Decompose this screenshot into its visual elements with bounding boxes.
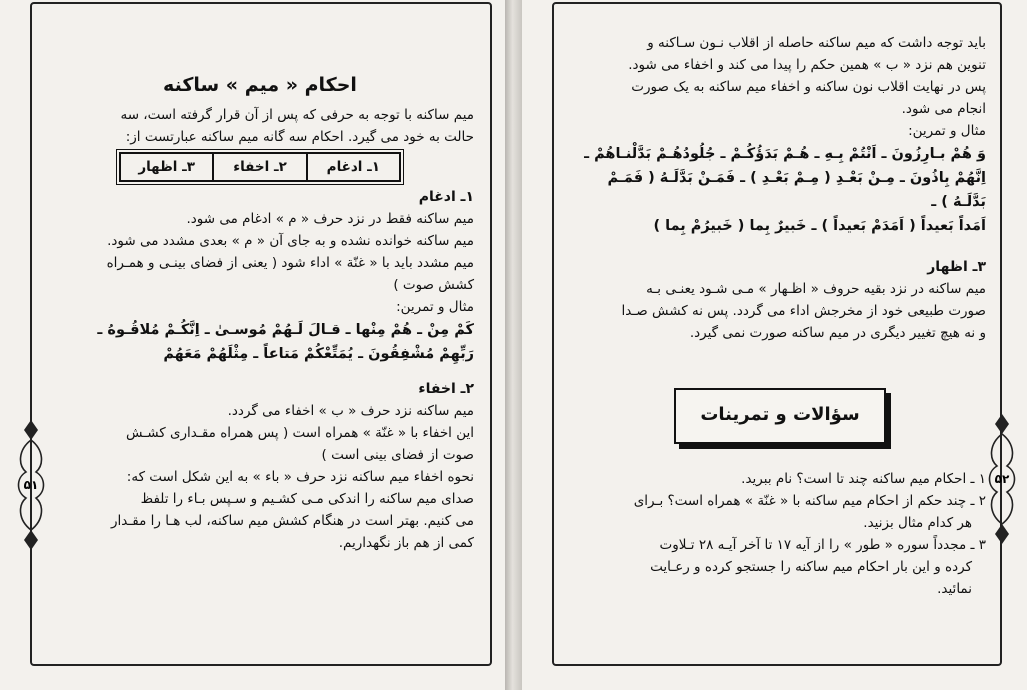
text-line: می کنیم. بهتر است در هنگام کشش میم ساکنه، لب هـا را مقـدار xyxy=(111,513,474,529)
intro-line: حالت به خود می گیرد. احکام سه گانه میم ساکنه عبارتست از: xyxy=(125,129,474,145)
page-number: ۵۱ xyxy=(23,478,39,492)
text-line: کشش صوت ) xyxy=(393,277,474,293)
text-line: باید توجه داشت که میم ساکنه حاصله از اقلاب نـون سـاکنه و xyxy=(647,35,986,51)
text-line: کمی از هم باز نگهداریم. xyxy=(338,535,474,551)
rules-cell: ۲ـ اخفاء xyxy=(212,154,305,180)
right-page-content xyxy=(574,32,986,600)
text-line: میم ساکنه خوانده نشده و به جای آن « م » بعدی مشدد می شود. xyxy=(107,233,474,249)
text-line: صوت از فضای بینی است ) xyxy=(321,447,474,463)
text-line: میم ساکنه نزد حرف « ب » اخفاء می گردد. xyxy=(227,403,474,419)
rules-cell: ۳ـ اظهار xyxy=(138,159,196,175)
rules-table xyxy=(119,152,401,182)
question-line: ۳ ـ مجدداً سوره « طور » را از آیه ۱۷ تا آخر آیـه ۲۸ تـلاوت xyxy=(659,537,986,553)
text-line: مثال و تمرین: xyxy=(396,299,474,315)
question-line: ۱ ـ احکام میم ساکنه چند تا است؟ نام ببرید. xyxy=(741,471,986,487)
example-line: رَبِّهِمْ مُشْفِقُونَ ـ يُمَتِّعْكُمْ مَتاعاً ـ مِثْلَهُمْ مَعَهُمْ xyxy=(163,346,474,362)
text-line: میم مشدد باید با « غنّة » اداء شود ( یعنی از فضای بینـی و همـراه xyxy=(106,255,474,271)
text-line: صدای میم ساکنه را اندکی مـی کشـیم و سـپس بـاء را تلفظ xyxy=(140,491,474,507)
text-line: انجام می شود. xyxy=(901,101,986,117)
text-line: نحوه اخفاء میم ساکنه نزد حرف « باء » به این شکل است که: xyxy=(126,469,474,485)
book-gutter xyxy=(505,0,522,690)
page-number: ۵۲ xyxy=(994,472,1010,486)
text-line: میم ساکنه فقط در نزد حرف « م » ادغام می شود. xyxy=(186,211,474,227)
left-page-content xyxy=(46,70,474,554)
text-line: پس در نهایت اقلاب نون ساکنه و اخفاء میم ساکنه به یک صورت xyxy=(631,79,986,95)
section-heading: ۲ـ اخفاء xyxy=(418,381,474,397)
page-title: احکام « میم » ساکنه xyxy=(163,74,357,96)
rules-cell: ۱ـ ادغام xyxy=(306,154,399,180)
example-line: اَمَداً بَعيداً ( اَمَدَمْ بَعيداً ) ـ خَبيرٌ بِما ( خَبيرُمْ بِما ) xyxy=(653,218,986,234)
text-line: میم ساکنه در نزد بقیه حروف « اظـهار » مـی شـود یعنـی بـه xyxy=(646,281,986,297)
example-line: اِنَّهُمْ بِاذُونَ ـ مِـنْ بَعْـدِ ( مِـمْ بَعْـدِ ) ـ فَمَـنْ بَدَّلَـهُ ( فَمَـمْ بَدَّلَـهُ ) ـ xyxy=(607,170,986,210)
text-line: صورت طبیعی خود از مخرجش اداء می گردد. پس نه کشش صـدا xyxy=(621,303,986,319)
section-heading: ۳ـ اظهار xyxy=(927,259,986,275)
section-heading: ۱ـ ادغام xyxy=(418,189,474,205)
text-line: و نه هیچ تغییر دیگری در میم ساکنه صورت نمی گیرد. xyxy=(689,325,986,341)
intro-line: میم ساکنه با توجه به حرفی که پس از آن قرار گرفته است، سه xyxy=(120,107,474,123)
question-line: ۲ ـ چند حکم از احکام میم ساکنه با « غنّة » همراه است؟ بـرای xyxy=(633,493,986,509)
question-line: هر کدام مثال بزنید. xyxy=(863,515,972,531)
right-page xyxy=(522,0,1027,690)
example-line: كَمْ مِنْ ـ هُمْ مِنْها ـ قـالَ لَـهُمْ مُوسـىٰ ـ اِنَّكُـمْ مُلاقُـوهُ ـ xyxy=(97,322,474,338)
question-line: کرده و این بار احکام میم ساکنه را جستجو کرده و رعـایت xyxy=(650,559,972,575)
left-page xyxy=(0,0,505,690)
text-line: این اخفاء با « غنّة » همراه است ( پس همراه مقـداری کشـش xyxy=(126,425,474,441)
exercises-box-title: سؤالات و تمرینات xyxy=(674,388,886,444)
example-line: وَ هُمْ بـارِزُونَ ـ اَنْتُمْ بِـهِ ـ هُـمْ بَدَؤُكُـمْ ـ جُلُودُهُـمْ بَدَّلْنـاهُمْ ـ xyxy=(584,146,986,162)
text-line: تنوین هم نزد « ب » همین حکم را پیدا می کند و اخفاء می شود. xyxy=(628,57,986,73)
question-line: نمائید. xyxy=(937,581,972,597)
text-line: مثال و تمرین: xyxy=(908,123,986,139)
